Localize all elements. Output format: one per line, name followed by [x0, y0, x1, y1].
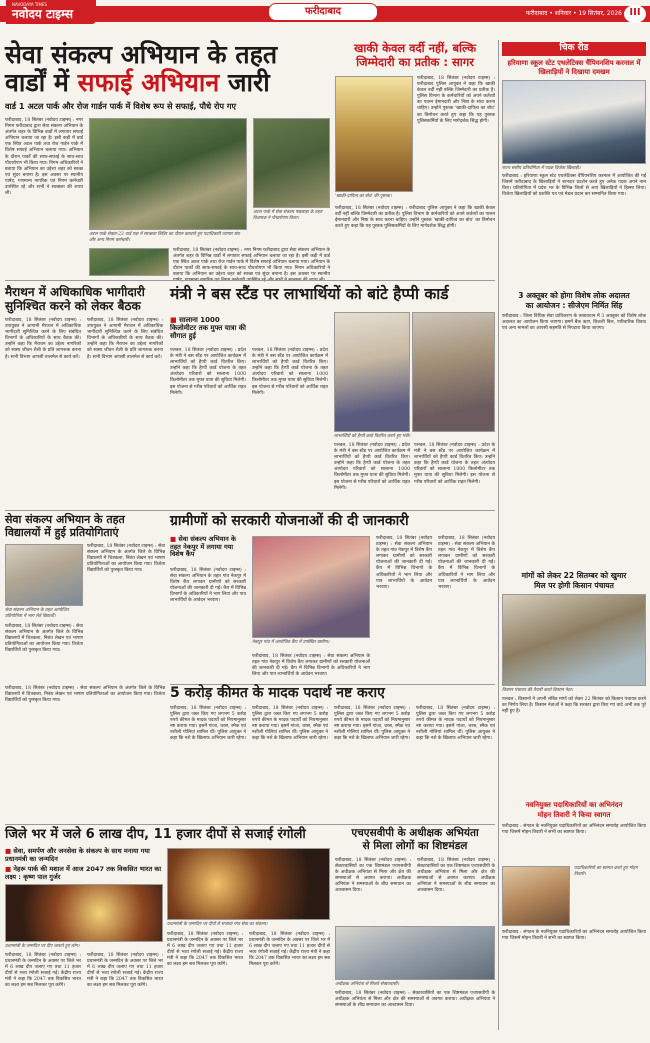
kisan-headline-2: मिल पर होगी किसान पंचायत: [534, 581, 614, 590]
viewed-headline: हरियाणा स्कूल स्टेट एथलेटिक्स चैंपियनशिप करनाल में खिलाड़ियों ने दिखाया दमखम: [507, 59, 641, 76]
photo-caption-2: अटल पार्क में सेवा संकल्प पखवाड़ा के तहत विधायक ने पौधारोपण किया।: [253, 210, 323, 221]
happy-card-photo: [334, 312, 410, 432]
highlight-box: [170, 316, 246, 346]
story-body: फरीदाबाद, 18 सितंबर (नवोदय टाइम्स) : पुलिस द्वारा जब्त किए गए लगभग 5 करोड़ रुपये कीमत के मादक पदार्थों को नियमानुसार नष्ट कराया गया। इसमें गांजा, चरस, स्मैक एवं नशीली गोलियां शामिल थीं। पुलिस आयुक्त ने कहा कि नशे के खिलाफ अभियान जारी रहेगा।: [170, 706, 246, 742]
story-school-competitions: [5, 514, 165, 682]
kisan-body: पलवल : किसानों ने अपनी लंबित मांगों को लेकर 22 सितंबर को किसान पंचायत करने का निर्णय लिया है। किसान नेताओं ने कहा कि सरकार द्वारा किए गए वादे अभी तक पूरे नहीं हुए हैं।: [502, 697, 646, 715]
bullet-square: ■: [5, 847, 14, 855]
athletes-caption: राज्य स्तरीय प्रतियोगिता में पदक विजेता खिलाड़ी।: [502, 166, 581, 171]
kisan-caption: किसान पंचायत की तैयारी करते किसान नेता।: [502, 688, 573, 693]
story-body-cont-3: पलवल, 18 सितंबर (नवोदय टाइम्स) : प्रदेश के मंत्री ने बस स्टैंड पर आयोजित कार्यक्रम में लाभार्थियों को हैप्पी कार्ड वितरित किए। उन्होंने कहा कि हैप्पी कार्ड योजना के तहत अंत्योदय परिवारों को सालाना 1000 किलोमीटर तक मुफ्त यात्रा की सुविधा मिलेगी। इस योजना से गरीब परिवारों को आर्थिक राहत मिलेगी।: [414, 443, 495, 485]
masthead: [0, 0, 650, 24]
headline-line-1: एचएसवीपी के अधीक्षक अभियंता: [351, 827, 479, 839]
felicitation-headline-1: नवनियुक्त पदाधिकारियों का अभिनंदन: [525, 801, 623, 809]
story-body-cont: फरीदाबाद, 18 सितंबर (नवोदय टाइम्स) : उपायुक्त ने आगामी मैराथन में अधिकाधिक भागीदारी सुनिश्चित करने के लिए संबंधित विभागों के अधिकारियों के साथ बैठक की। उन्होंने कहा कि मैराथन का उद्देश्य नागरिकों को स्वस्थ जीवन शैली के प्रति जागरूक करना है। सभी विभाग आपसी तालमेल से कार्य करें।: [87, 318, 163, 360]
story-school-competitions-cont: फरीदाबाद, 18 सितंबर (नवोदय टाइम्स) : सेवा संकल्प अभियान के अंतर्गत जिले के विभिन्न विद्यालयों में चित्रकला, निबंध लेखन एवं भाषण प्रतियोगिताओं का आयोजन किया गया। विजेता विद्यार्थियों को पुरस्कृत किया गया।: [5, 686, 165, 704]
diyas-photo: [167, 848, 330, 920]
paper-sub: NAVODAYA TIMES: [12, 2, 48, 7]
column-rule: [498, 40, 499, 1030]
book-cover-photo: [335, 76, 413, 192]
story-happy-card: [170, 286, 495, 508]
story-body-cont-2: फरीदाबाद, 18 सितंबर (नवोदय टाइम्स) : पुलिस द्वारा जब्त किए गए लगभग 5 करोड़ रुपये कीमत के मादक पदार्थों को नियमानुसार नष्ट कराया गया। इसमें गांजा, चरस, स्मैक एवं नशीली गोलियां शामिल थीं। पुलिस आयुक्त ने कहा कि नशे के खिलाफ अभियान जारी रहेगा।: [334, 706, 410, 742]
paper-name: [6, 0, 96, 24]
story-photo: [89, 118, 247, 230]
felicitation-body-cont: फरीदाबाद : संगठन के नवनियुक्त पदाधिकारियों का अभिनंदन समारोह आयोजित किया गया जिसमें मोहन तिवारी ने सभी का स्वागत किया।: [502, 930, 646, 942]
village-camp-caption: नेकपुर गांव में आयोजित कैंप में उपस्थित ग्रामीण।: [252, 640, 330, 645]
story-body: फरीदाबाद, 18 सितंबर (नवोदय टाइम्स) : उपायुक्त ने आगामी मैराथन में अधिकाधिक भागीदारी सुनिश्चित करने के लिए संबंधित विभागों के अधिकारियों के साथ बैठक की। उन्होंने कहा कि मैराथन का उद्देश्य नागरिकों को स्वस्थ जीवन शैली के प्रति जागरूक करना है। सभी विभाग आपसी तालमेल से कार्य करें।: [5, 318, 81, 360]
felicitation-headline-2: मोहन तिवारी ने किया स्वागत: [537, 811, 611, 819]
story-body-cont-3: फरीदाबाद, 18 सितंबर (नवोदय टाइम्स) : पुलिस द्वारा जब्त किए गए लगभग 5 करोड़ रुपये कीमत के मादक पदार्थों को नियमानुसार नष्ट कराया गया। इसमें गांजा, चरस, स्मैक एवं नशीली गोलियां शामिल थीं। पुलिस आयुक्त ने कहा कि नशे के खिलाफ अभियान जारी रहेगा।: [416, 706, 495, 742]
story-body: फरीदाबाद, 18 सितंबर (नवोदय टाइम्स) : सेवा संकल्प अभियान के अंतर्गत जिले के विभिन्न विद्यालयों में चित्रकला, निबंध लेखन एवं भाषण प्रतियोगिताओं का आयोजन किया गया। विजेता विद्यार्थियों को पुरस्कृत किया गया।: [87, 544, 165, 574]
headline-part-c: जारी: [219, 68, 270, 97]
story-body: फरीदाबाद, 18 सितंबर (नवोदय टाइम्स) : सेवा संकल्प अभियान के तहत गांव नेकपुर में विशेष कैंप लगाकर ग्रामीणों को सरकारी योजनाओं की जानकारी दी गई। कैंप में विभिन्न विभागों के अधिकारियों ने भाग लिया और पात्र लाभार्थियों के आवेदन भरवाए।: [170, 568, 246, 604]
story-body-cont-2: फरीदाबाद, 18 सितंबर (नवोदय टाइम्स) : सेवा संकल्प अभियान के तहत गांव नेकपुर में विशेष कैंप लगाकर ग्रामीणों को सरकारी योजनाओं की जानकारी दी गई। कैंप में विभिन्न विभागों के अधिकारियों ने भाग लिया और पात्र लाभार्थियों के आवेदन भरवाए।: [376, 536, 432, 590]
story-body-cont-2: पलवल, 18 सितंबर (नवोदय टाइम्स) : प्रदेश के मंत्री ने बस स्टैंड पर आयोजित कार्यक्रम में लाभार्थियों को हैप्पी कार्ड वितरित किए। उन्होंने कहा कि हैप्पी कार्ड योजना के तहत अंत्योदय परिवारों को सालाना 1000 किलोमीटर तक मुफ्त यात्रा की सुविधा मिलेगी। इस योजना से गरीब परिवारों को आर्थिक राहत मिलेगी।: [334, 443, 410, 491]
headline-line-2: विद्यालयों में हुई प्रतियोगिताएं: [5, 526, 119, 539]
headline-line-1: खाकी केवल वर्दी नहीं, बल्कि: [353, 41, 477, 55]
story-body-cont-3: फरीदाबाद, 18 सितंबर (नवोदय टाइम्स) : प्रधानमंत्री के जन्मदिन के अवसर पर जिले भर में 6 लाख दीप जलाए गए तथा 11 हजार दीपों से भव्य रंगोली सजाई गई। केंद्रीय राज्य मंत्री ने कहा कि 2047 तक विकसित भारत का लक्ष्य हम सब मिलकर पूरा करेंगे।: [249, 932, 330, 968]
horizontal-rule-1: [5, 280, 495, 281]
bullet-square: ■: [170, 535, 179, 543]
happy-card-caption: लाभार्थियों को हैप्पी कार्ड वितरित करते हुए मंत्री।: [334, 434, 411, 439]
dateline: फरीदाबाद • शनिवार • 19 सितंबर, 2026: [525, 10, 622, 17]
section-label: फरीदाबाद: [305, 6, 341, 17]
athletes-photo: [502, 80, 646, 164]
story-body: फरीदाबाद, 18 सितंबर (नवोदय टाइम्स) : नगर निगम फरीदाबाद द्वारा सेवा संकल्प अभियान के अंतर्गत शहर के विभिन्न वार्डों में लगातार सफाई अभियान चलाया जा रहा है। इसी कड़ी में वार्ड एक स्थित अटल पार्क तथा रोज गार्डन पार्क में विशेष सफाई अभियान चलाया गया। अभियान के दौरान पार्कों की साफ-सफाई के साथ-साथ पौधारोपण भी किया गया। निगम अधिकारियों ने बताया कि अभियान का उद्देश्य शहर को स्वच्छ एवं सुंदर बनाना है। इस अवसर पर स्थानीय पार्षद, गणमान्य नागरिक एवं निगम कर्मचारी उपस्थित रहे और सभी ने स्वच्छता की शपथ ली।: [5, 118, 83, 197]
story-body-cont: फरीदाबाद, 18 सितंबर (नवोदय टाइम्स) : सेक्टरवासियों का एक शिष्टमंडल एचएसवीपी के अधीक्षक अभियंता से मिला और क्षेत्र की समस्याओं से अवगत कराया। अधीक्षक अभियंता ने समस्याओं के शीघ्र समाधान का आश्वासन दिया।: [417, 858, 495, 894]
diyas-caption: प्रधानमंत्री के जन्मदिन पर दीपों से सजाया गया सेवा का संकल्प।: [167, 922, 268, 927]
photo-caption: अटल पार्क सेक्टर-23 वार्ड एक में स्वच्छता शिविर का दौरान करवाते हुए पदाधिकारी व्यापार संघ और अन्य निगम कर्मचारी।: [89, 232, 240, 243]
highlight-text: [170, 316, 246, 340]
horizontal-rule-4: [5, 824, 495, 825]
story-body-cont: फरीदाबाद, 18 सितंबर (नवोदय टाइम्स) : सेवा संकल्प अभियान के अंतर्गत जिले के विभिन्न विद्यालयों में चित्रकला, निबंध लेखन एवं भाषण प्रतियोगिताओं का आयोजन किया गया। विजेता विद्यार्थियों को पुरस्कृत किया गया।: [5, 624, 83, 654]
story-body-cont-2: फरीदाबाद, 18 सितंबर (नवोदय टाइम्स) : प्रधानमंत्री के जन्मदिन के अवसर पर जिले भर में 6 लाख दीप जलाए गए तथा 11 हजार दीपों से भव्य रंगोली सजाई गई। केंद्रीय राज्य मंत्री ने कहा कि 2047 तक विकसित भारत का लक्ष्य हम सब मिलकर पूरा करेंगे।: [167, 932, 243, 968]
story-drugs-destroyed: [170, 686, 495, 822]
headline-line-2: सुनिश्चित करने को लेकर बैठक: [5, 299, 141, 313]
story-hsvp-delegation: [335, 828, 495, 1040]
story-body-cont: फरीदाबाद, 18 सितंबर (नवोदय टाइम्स) : पुलिस द्वारा जब्त किए गए लगभग 5 करोड़ रुपये कीमत के मादक पदार्थों को नियमानुसार नष्ट कराया गया। इसमें गांजा, चरस, स्मैक एवं नशीली गोलियां शामिल थीं। पुलिस आयुक्त ने कहा कि नशे के खिलाफ अभियान जारी रहेगा।: [252, 706, 328, 742]
kisan-headline-1: मांगों को लेकर 22 सितम्बर को खुमार: [521, 571, 627, 580]
story-body-cont: फरीदाबाद, 18 सितंबर (नवोदय टाइम्स) : प्रधानमंत्री के जन्मदिन के अवसर पर जिले भर में 6 लाख दीप जलाए गए तथा 11 हजार दीपों से भव्य रंगोली सजाई गई। केंद्रीय राज्य मंत्री ने कहा कि 2047 तक विकसित भारत का लक्ष्य हम सब मिलकर पूरा करेंगे।: [87, 953, 163, 989]
bullet-square: ■: [5, 865, 14, 873]
diyas-photo-2: [5, 884, 163, 942]
village-camp-photo: [252, 536, 370, 638]
section-label: चिक रीड: [559, 43, 589, 53]
bullet-square: ■: [170, 316, 180, 324]
story-diyas: [5, 828, 330, 1040]
bullet-text: सेवा, समर्पण और जनसेवा के संकल्प के साथ मनाया गया प्रधानमंत्री का जन्मदिन: [5, 847, 150, 863]
felicitation-photo: [502, 866, 570, 926]
story-body: फरीदाबाद, 18 सितंबर (नवोदय टाइम्स) : प्रधानमंत्री के जन्मदिन के अवसर पर जिले भर में 6 लाख दीप जलाए गए तथा 11 हजार दीपों से भव्य रंगोली सजाई गई। केंद्रीय राज्य मंत्री ने कहा कि 2047 तक विकसित भारत का लक्ष्य हम सब मिलकर पूरा करेंगे।: [5, 953, 81, 989]
story-khaki-book: [335, 42, 495, 278]
bullet-text: सेवा संकल्प अभियान के तहत नेकपुर में लगाया गया विशेष कैंप: [170, 535, 237, 559]
horizontal-rule-2: [5, 510, 495, 511]
athletes-body: फरीदाबाद : हरियाणा स्कूल स्टेट एथलेटिक्स चैंपियनशिप करनाल में आयोजित की गई जिसमें फरीदाबाद के खिलाड़ियों ने शानदार प्रदर्शन करते हुए अनेक पदक अपने नाम किए। प्रतियोगिता में प्रदेश भर के विभिन्न जिलों से आए खिलाड़ियों ने हिस्सा लिया। विजेता खिलाड़ियों को प्रशस्ति पत्र एवं मेडल प्रदान कर सम्मानित किया गया।: [502, 174, 646, 198]
felicitation-caption: पदाधिकारियों का स्वागत करते हुए मोहन तिवारी।: [574, 866, 638, 877]
headline: ग्रामीणों को सरकारी योजनाओं की दी जानकारी: [170, 513, 409, 529]
delegation-photo: [335, 926, 495, 980]
headline: जिले भर में जले 6 लाख दीप, 11 हजार दीपों से सजाई रंगोली: [5, 827, 306, 842]
headline-line-1: सेवा संकल्प अभियान के तहत: [5, 513, 125, 526]
headline-part-a: वार्डों में: [5, 68, 78, 97]
competition-caption: सेवा संकल्प अभियान के तहत आयोजित प्रतियोगिता में भाग लेते विद्यार्थी।: [5, 608, 69, 619]
section-tab: [268, 3, 378, 21]
story-body: फरीदाबाद, 18 सितंबर (नवोदय टाइम्स) : फरीदाबाद पुलिस आयुक्त ने कहा कि खाकी केवल वर्दी नहीं बल्कि जिम्मेदारी का प्रतीक है। पुलिस विभाग के कर्मचारियों को अपने कर्तव्यों का पालन ईमानदारी और निष्ठा के साथ करना चाहिए। उन्होंने पुस्तक 'खाकी-दायित्व का बोध' का विमोचन करते हुए कहा कि यह पुस्तक पुलिसकर्मियों के लिए मार्गदर्शक सिद्ध होगी।: [417, 76, 495, 124]
subheadline: वार्ड 1 अटल पार्क और रोज गार्डन पार्क में विशेष रूप से सफाई, पौधे रोप गए: [5, 101, 237, 111]
story-body-cont: फरीदाबाद, 18 सितंबर (नवोदय टाइम्स) : नगर निगम फरीदाबाद द्वारा सेवा संकल्प अभियान के अंतर्गत शहर के विभिन्न वार्डों में लगातार सफाई अभियान चलाया जा रहा है। इसी कड़ी में वार्ड एक स्थित अटल पार्क तथा रोज गार्डन पार्क में विशेष सफाई अभियान चलाया गया। अभियान के दौरान पार्कों की साफ-सफाई के साथ-साथ पौधारोपण भी किया गया। निगम अधिकारियों ने बताया कि अभियान का उद्देश्य शहर को स्वच्छ एवं सुंदर बनाना है। इस अवसर पर स्थानीय: [173, 248, 330, 278]
story-body-cont-2: फरीदाबाद, 18 सितंबर (नवोदय टाइम्स) : सेक्टरवासियों का एक शिष्टमंडल एचएसवीपी के अधीक्षक अभियंता से मिला और क्षेत्र की समस्याओं से अवगत कराया। अधीक्षक अभियंता ने समस्याओं के शीघ्र समाधान का आश्वासन दिया।: [335, 991, 495, 1009]
lok-adalat-headline-1: 3 अक्तूबर को होगा विशेष लोक अदालत: [518, 291, 630, 300]
headline-line-1: मैराथन में अधिकाधिक भागीदारी: [5, 285, 145, 299]
paper-title: नवोदय टाइम्स: [12, 7, 74, 21]
delegation-caption: अधीक्षक अभियंता से मिलते सेक्टरवासी।: [335, 982, 399, 987]
story-marathon: [5, 286, 165, 508]
headline: मंत्री ने बस स्टैंड पर लाभार्थियों को बांटे हैप्पी कार्ड: [170, 285, 449, 303]
page-number-badge: [624, 5, 646, 23]
happy-card-photo-2: [412, 312, 495, 432]
highlight-label: सालाना 1000 किलोमीटर तक मुफ्त यात्रा की सौगात हुई: [170, 316, 246, 340]
bullet-2: [5, 866, 163, 881]
story-body-cont: पलवल, 18 सितंबर (नवोदय टाइम्स) : प्रदेश के मंत्री ने बस स्टैंड पर आयोजित कार्यक्रम में लाभार्थियों को हैप्पी कार्ड वितरित किए। उन्होंने कहा कि हैप्पी कार्ड योजना के तहत अंत्योदय परिवारों को सालाना 1000 किलोमीटर तक मुफ्त यात्रा की सुविधा मिलेगी। इस योजना से गरीब परिवारों को आर्थिक राहत मिलेगी।: [252, 348, 328, 396]
story-village-schemes: [170, 514, 495, 682]
bullet-1: [5, 848, 163, 863]
felicitation-body: फरीदाबाद : संगठन के नवनियुक्त पदाधिकारियों का अभिनंदन समारोह आयोजित किया गया जिसमें मोहन तिवारी ने सभी का स्वागत किया।: [502, 824, 646, 836]
competition-photo: [5, 544, 83, 606]
page-number: III: [629, 7, 641, 18]
kisan-photo: [502, 594, 646, 686]
lok-adalat-headline-2: का आयोजन : सीजेएम निर्मित सिंह: [525, 301, 623, 310]
story-photo-2: [89, 248, 169, 276]
section-label-box: [502, 42, 646, 56]
headline-line-2: [5, 70, 330, 96]
headline: 5 करोड़ कीमत के मादक पदार्थ नष्ट कराए: [170, 685, 385, 701]
story-body: पलवल, 18 सितंबर (नवोदय टाइम्स) : प्रदेश के मंत्री ने बस स्टैंड पर आयोजित कार्यक्रम में लाभार्थियों को हैप्पी कार्ड वितरित किए। उन्होंने कहा कि हैप्पी कार्ड योजना के तहत अंत्योदय परिवारों को सालाना 1000 किलोमीटर तक मुफ्त यात्रा की सुविधा मिलेगी। इस योजना से गरीब परिवारों को आर्थिक राहत मिलेगी।: [170, 348, 246, 396]
story-cleanliness-drive: [5, 42, 330, 278]
story-body-cont: फरीदाबाद, 18 सितंबर (नवोदय टाइम्स) : सेवा संकल्प अभियान के तहत गांव नेकपुर में विशेष कैंप लगाकर ग्रामीणों को सरकारी योजनाओं की जानकारी दी गई। कैंप में विभिन्न विभागों के अधिकारियों ने भाग लिया और पात्र लाभार्थियों के आवेदन भरवाए।: [252, 654, 370, 678]
lok-adalat-body: फरीदाबाद : जिला विधिक सेवा प्राधिकरण के तत्वावधान में 3 अक्तूबर को विशेष लोक अदालत का आयोजन किया जाएगा। इसमें बैंक ऋण, बिजली बिल, पारिवारिक विवाद एवं अन्य मामलों का आपसी सहमति से निपटारा किया जाएगा।: [502, 314, 646, 332]
bullet-subhead: [170, 536, 246, 559]
story-body-cont: फरीदाबाद, 18 सितंबर (नवोदय टाइम्स) : फरीदाबाद पुलिस आयुक्त ने कहा कि खाकी केवल वर्दी नहीं बल्कि जिम्मेदारी का प्रतीक है। पुलिस विभाग के कर्मचारियों को अपने कर्तव्यों का पालन ईमानदारी और निष्ठा के साथ करना चाहिए। उन्होंने पुस्तक 'खाकी-दायित्व का बोध' का विमोचन करते हुए कहा कि यह पुस्तक पुलिसकर्मियों के लिए मार्गदर्शक सिद्ध होगी।: [335, 206, 495, 230]
headline-line-2: से मिला लोगों का शिष्टमंडल: [362, 840, 468, 852]
diyas-caption-2: प्रधानमंत्री के जन्मदिन पर दीप जलाते हुए लोग।: [5, 944, 80, 949]
headline-line-2: जिम्मेदारी का प्रतीक : सागर: [356, 55, 474, 69]
book-caption: 'खाकी-दायित्व का बोध' की पुस्तक।: [335, 194, 392, 199]
story-body-cont-3: फरीदाबाद, 18 सितंबर (नवोदय टाइम्स) : सेवा संकल्प अभियान के तहत गांव नेकपुर में विशेष कैंप लगाकर ग्रामीणों को सरकारी योजनाओं की जानकारी दी गई। कैंप में विभिन्न विभागों के अधिकारियों ने भाग लिया और पात्र लाभार्थियों के आवेदन भरवाए।: [438, 536, 495, 590]
bullet-text: नेहरू पार्क की मशाल में आज 2047 तक विकसित भारत का लक्ष्य : कृष्ण पाल गुर्जर: [5, 865, 162, 881]
headline-part-highlight: सफाई अभियान: [77, 68, 220, 97]
viewed-section: [502, 42, 646, 1032]
story-body: फरीदाबाद, 18 सितंबर (नवोदय टाइम्स) : सेक्टरवासियों का एक शिष्टमंडल एचएसवीपी के अधीक्षक अभियंता से मिला और क्षेत्र की समस्याओं से अवगत कराया। अधीक्षक अभियंता ने समस्याओं के शीघ्र समाधान का आश्वासन दिया।: [335, 858, 411, 894]
story-photo-3: [253, 118, 330, 208]
headline-line-1: सेवा संकल्प अभियान के तहत: [5, 40, 278, 69]
